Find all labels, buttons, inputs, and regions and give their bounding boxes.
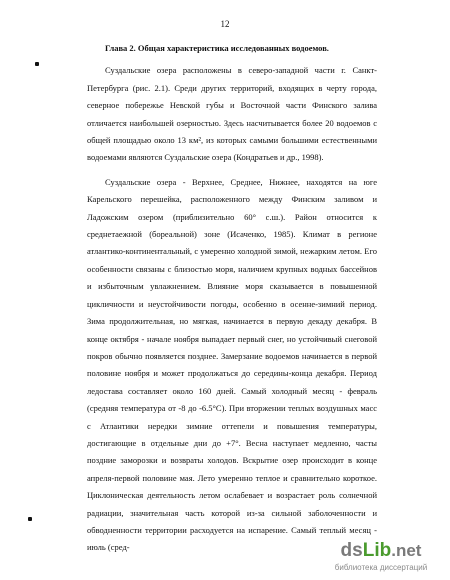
dslib-watermark[interactable] [326,540,436,572]
document-body [87,40,377,564]
margin-mark-top [35,62,39,66]
margin-mark-bottom [28,517,32,521]
page-number: 12 [220,19,230,29]
paragraph-1: Суздальские озера расположены в северо-западной части г. Санкт-Петербурга (рис. 2.1). Среди других территорий, входящих в черту города, северное побережье Невской губы и Восточной части Финского залива отличается наибольшей озерностью. Здесь насчитывается более 20 водоемов с общей площадью около 13 км², из которых самыми большими естественными водоемами являются Суздальские озера (Кондратьев и др., 1998). [87,65,377,163]
logo-lib: Lib [362,540,392,561]
logo-ds: ds [340,540,363,561]
dslib-logo [326,540,436,562]
chapter-heading: Глава 2. Общая характеристика исследованных водоемов. [105,43,329,53]
watermark-subtitle: библиотека диссертаций [334,563,428,572]
paragraph-2: Суздальские озера - Верхнее, Среднее, Нижнее, находятся на юге Карельского перешейка, расположенного между Финским заливом и Ладожским озером (приблизительно 60° с.ш.). Район относится к среднетаежной (бореальной) зоне (Исаченко, 1985). Климат в регионе атлантико-континентальный, с умеренно холодной зимой, нежарким летом. Его особенности связаны с близостью моря, наличием крупных водных бассейнов и избыточным увлажнением. Влияние моря сказывается в повышенной цикличности и неустойчивости погоды, особенно в осенне-зимний период. Зима продолжительная, но мягкая, начинается в первую декаду декабря. В конце октября - начале ноября выпадает первый снег, но устойчивый снеговой покров обычно появляется позднее. Замерзание водоемов начинается в первой половине ноября и может продолжаться до середины-конца декабря. Период ледостава составляет около 160 дней. Самый холодный месяц - февраль (средняя температура от -8 до -6.5°С). При вторжении теплых воздушных масс с Атлантики нередки зимние оттепели и повышения температуры, достигающие в отдельные дни до +7°. Весна наступает медленно, часты поздние заморозки и возвраты холодов. Вскрытие озер происходит в конце апреля-первой половине мая. Лето умеренно теплое и сравнительно короткое. Циклоническая деятельность летом ослабевает и возрастает роль солнечной радиации, значительная часть которой из-за сильной заболоченности и обводненности территории расходуется на испарение. Самый теплый месяц - июль (сред- [87,176,377,553]
logo-net: .net [391,541,422,560]
